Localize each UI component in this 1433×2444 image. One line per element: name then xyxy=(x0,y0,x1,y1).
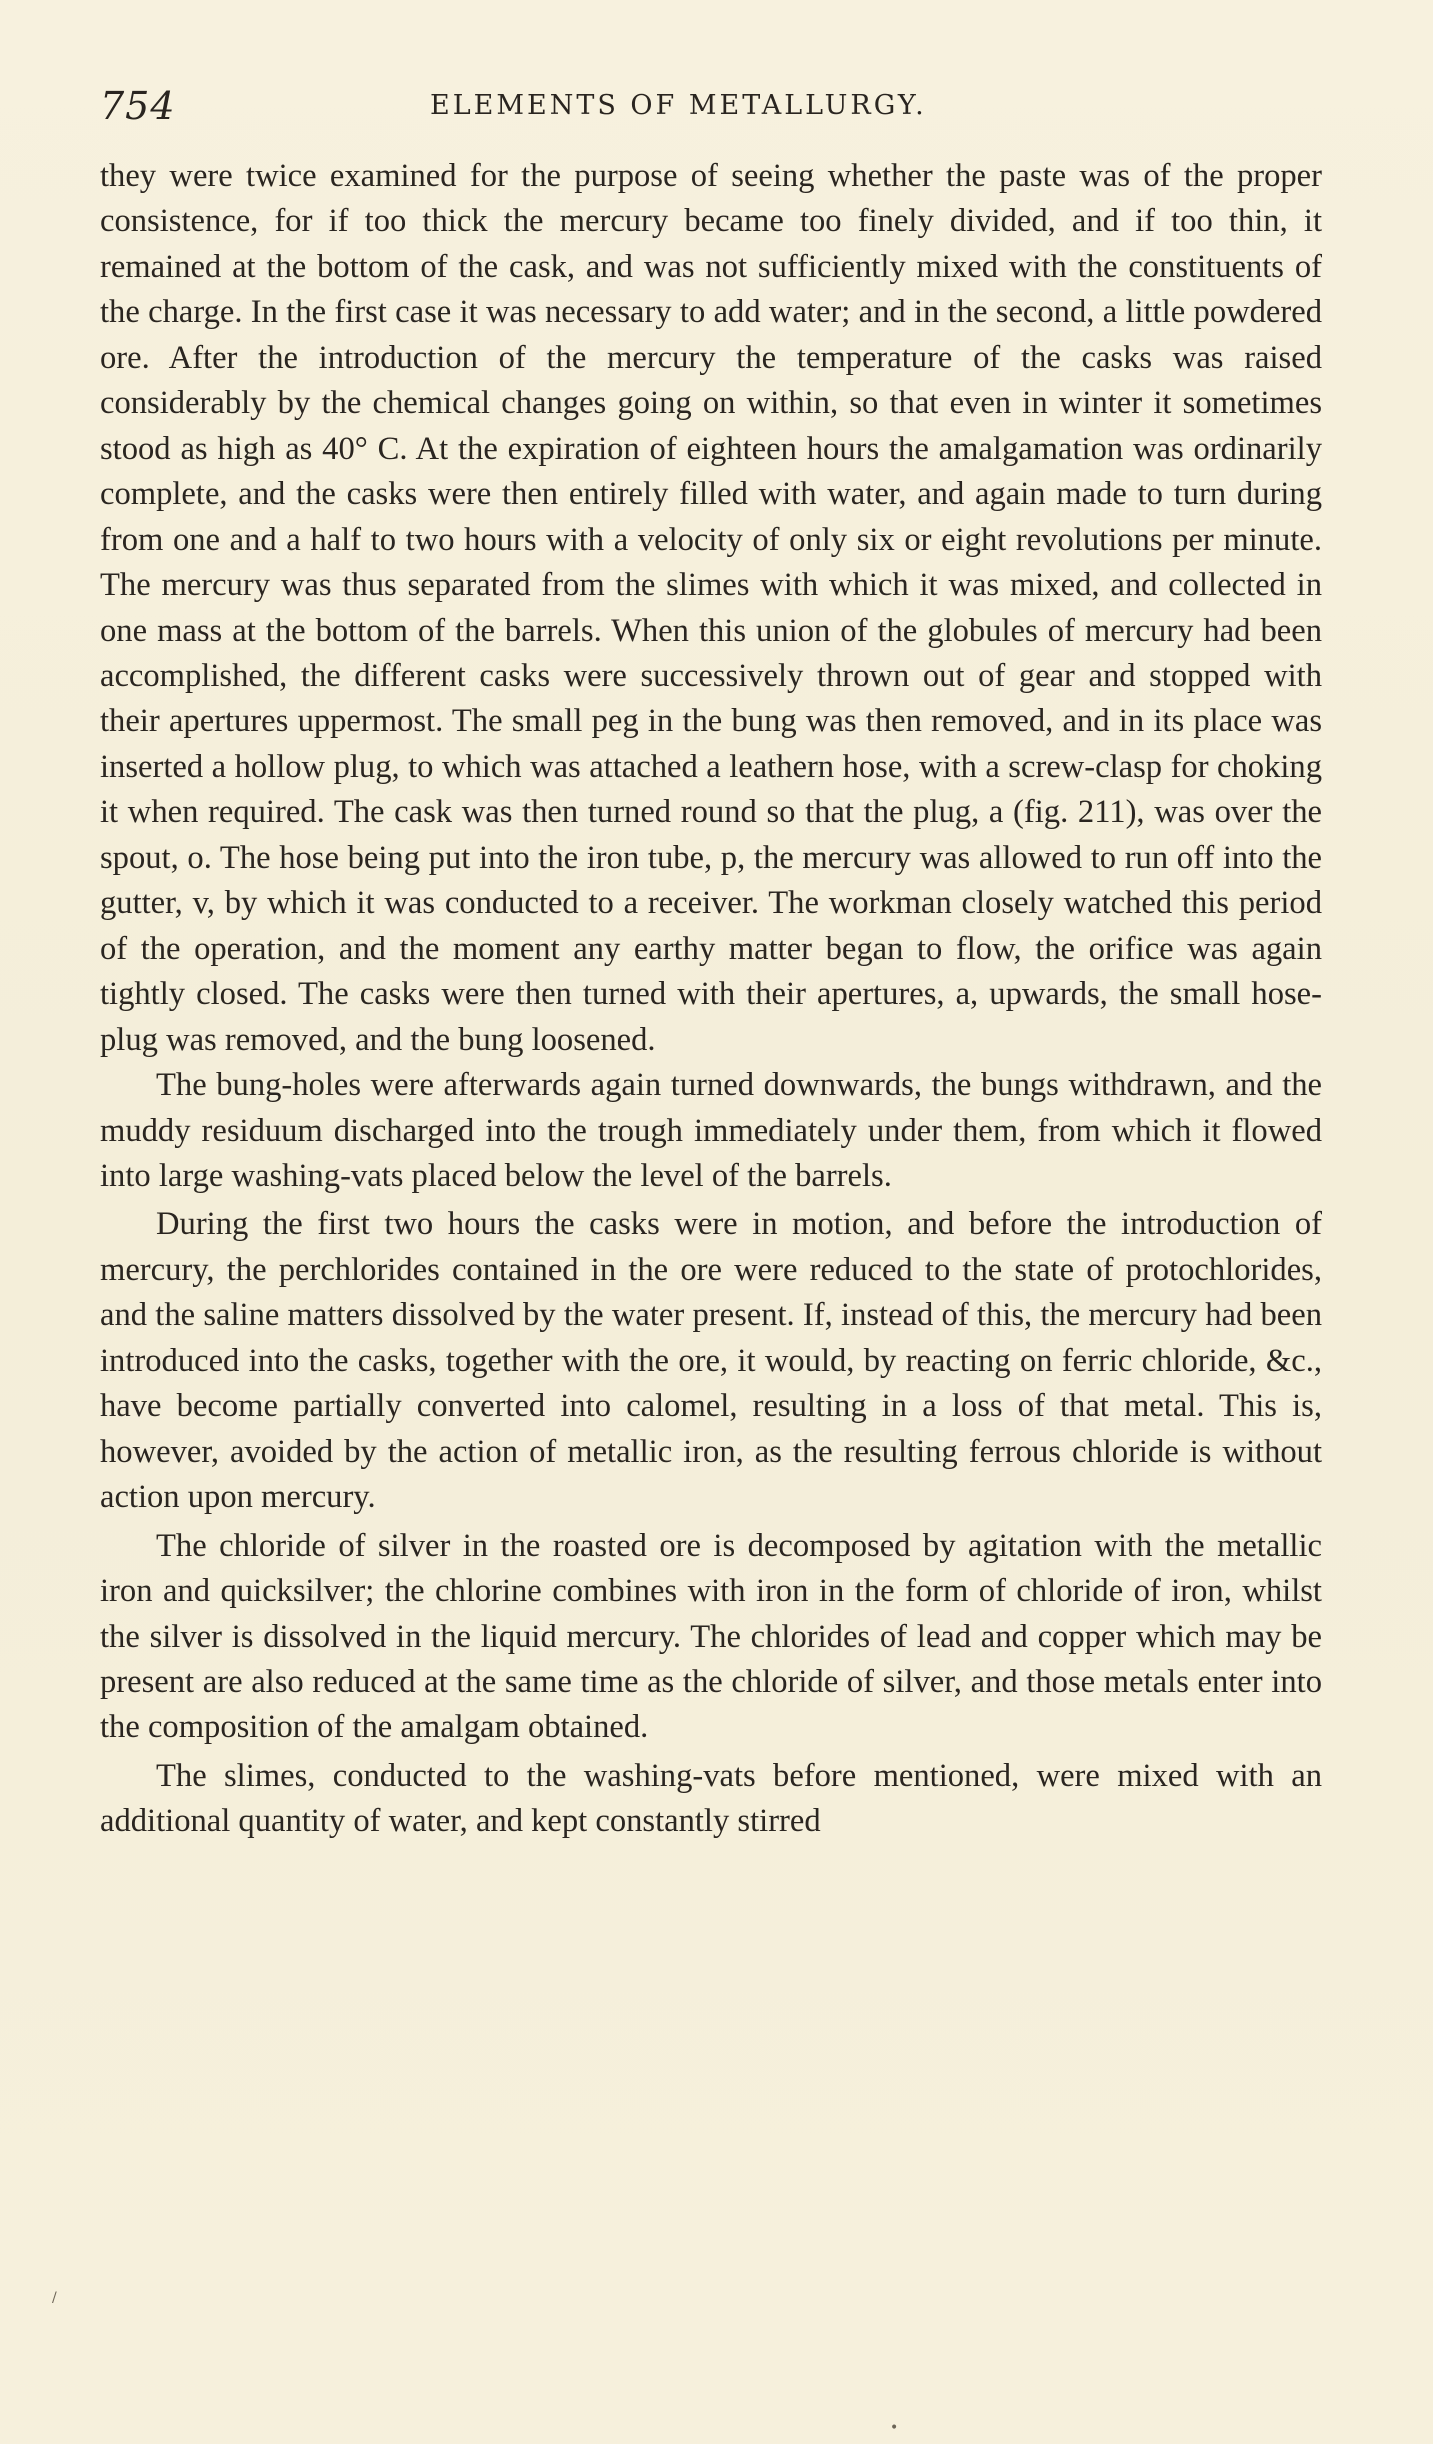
paragraph-chloride-of-silver: The chloride of silver in the roasted ore is decomposed by agitation with the metallic iron and quicksilver; the chlorine combines with iron in the form of chloride of iron, whilst the silver is dissolved in the liquid mercury. The chlorides of lead and copper which may be present are also reduced at the same time as the chloride of silver, and those metals enter into the composition of the amalgam obtained. xyxy=(100,1527,1322,1746)
paper-speck: / xyxy=(52,2290,57,2306)
body-text xyxy=(100,154,1322,1845)
page-number: 754 xyxy=(100,84,176,128)
running-head: ELEMENTS OF METALLURGY. xyxy=(430,90,927,121)
paragraph-continued: they were twice examined for the purpose of seeing whether the paste was of the proper consistence, for if too thick the mercury became too finely divided, and if too thin, it remained at the bottom of the cask, and was not sufficiently mixed with the constituents of the charge. In the first case it was necessary to add water; and in the second, a little powdered ore. After the introduction of the mercury the temperature of the casks was raised considerably by the chemical changes going on within, so that even in winter it sometimes stood as high as 40° C. At the expiration of eighteen hours the amalgamation was ordinarily complete, and the casks were then entirely filled with water, and again made to turn during from one and a half to two hours with a velocity of only six or eight revolutions per minute. The mercury was thus separated from the slimes with which it was mixed, and collected in one mass at the bottom of the barrels. When this union of the globules of mercury had been accomplished, the different casks were successively thrown out of gear and stopped with their apertures uppermost. The small peg in the bung was then removed, and in its place was inserted a hollow plug, to which was attached a leathern hose, with a screw-clasp for choking it when required. The cask was then turned round so that the plug, a (fig. 211), was over the spout, o. The hose being put into the iron tube, p, the mercury was allowed to run off into the gutter, v, by which it was conducted to a receiver. The workman closely watched this period of the operation, and the moment any earthy matter began to flow, the orifice was again tightly closed. The casks were then turned with their apertures, a, upwards, the small hose-plug was removed, and the bung loosened. xyxy=(100,158,1322,1058)
paragraph-first-two-hours: During the first two hours the casks were in motion, and before the introduction of mercury, the perchlorides contained in the ore were reduced to the state of protochlorides, and the saline matters dissolved by the water present. If, instead of this, the mercury had been introduced into the casks, together with the ore, it would, by reacting on ferric chloride, &c., have become partially converted into calomel, resulting in a loss of that metal. This is, however, avoided by the action of metallic iron, as the resulting ferrous chloride is without action upon mercury. xyxy=(100,1206,1322,1516)
page-header xyxy=(100,84,1340,134)
paragraph-slimes: The slimes, conducted to the washing-vats before mentioned, were mixed with an additional quantity of water, and kept constantly stirred xyxy=(100,1757,1322,1840)
paper-speck: • xyxy=(890,2420,899,2436)
paragraph-bung-holes: The bung-holes were afterwards again turned downwards, the bungs withdrawn, and the muddy residuum discharged into the trough immediately under them, from which it flowed into large washing-vats placed below the level of the barrels. xyxy=(100,1067,1322,1194)
